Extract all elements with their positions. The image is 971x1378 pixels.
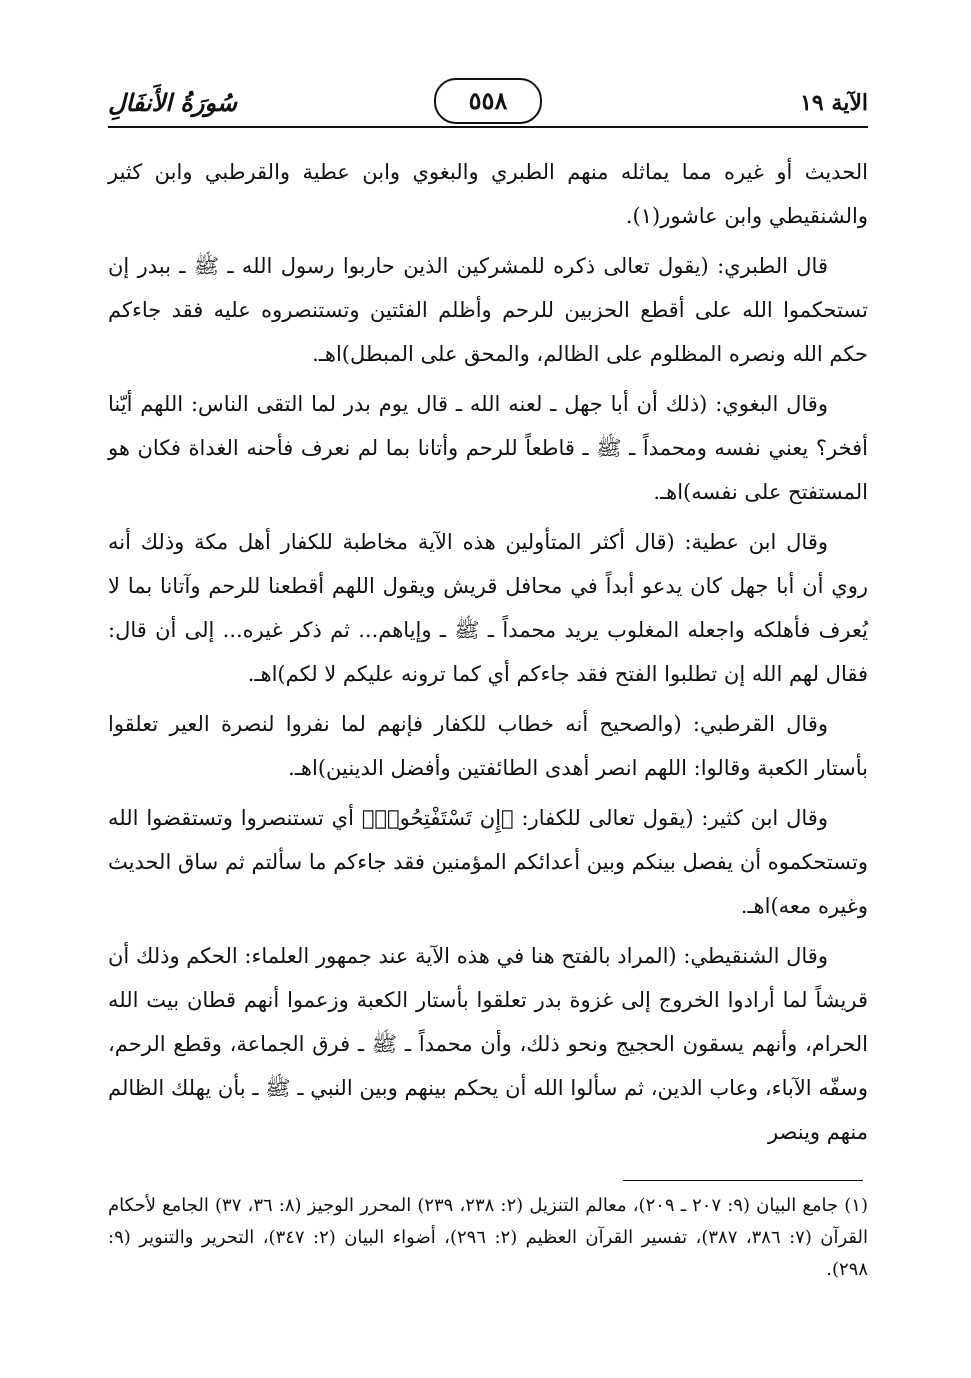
paragraph: وقال الشنقيطي: (المراد بالفتح هنا في هذه الآية عند جمهور العلماء: الحكم وذلك أن قريشاً لما أرادوا الخروج إلى غزوة بدر تعلقوا بأستار الكعبة وزعموا أنهم قطان بيت الله الحرام، وأنهم يسقون الحجيج ونحو ذلك، وأن محمداً ـ ﷺ ـ فرق الجماعة، وقطع الرحم، وسفّه الآباء، وعاب الدين، ثم سألوا الله أن يحكم بينهم وبين النبي ـ ﷺ ـ بأن يهلك الظالم منهم وينصر [108, 944, 868, 1144]
verse-label: الآية ١٩ [800, 90, 868, 116]
page-header [108, 78, 868, 134]
paragraph: الحديث أو غيره مما يماثله منهم الطبري والبغوي وابن عطية والقرطبي وابن كثير والشنقيطي وابن عاشور(١). [108, 160, 868, 228]
footnote: (١) جامع البيان (٩: ٢٠٧ ـ ٢٠٩)، معالم التنزيل (٢: ٢٣٨، ٢٣٩) المحرر الوجيز (٨: ٣٦، ٣٧) الجامع لأحكام القرآن (٧: ٣٨٦، ٣٨٧)، تفسير القرآن العظيم (٢: ٢٩٦)، أضواء البيان (٢: ٣٤٧)، التحرير والتنوير (٩: ٢٩٨). [108, 1195, 869, 1280]
paragraph: وقال ابن عطية: (قال أكثر المتأولين هذه الآية مخاطبة للكفار أهل مكة وذلك أنه روي أن أبا جهل كان يدعو أبداً في محافل قريش ويقول اللهم أقطعنا للرحم وآتانا بما لا يُعرف فأهلكه واجعله المغلوب يريد محمداً ـ ﷺ ـ وإياهم... ثم ذكر غيره... إلى أن قال: فقال لهم الله إن تطلبوا الفتح فقد جاءكم أي كما ترونه عليكم لا لكم)اهـ. [108, 530, 868, 686]
body-text [108, 150, 868, 1160]
paragraph: وقال ابن كثير: (يقول تعالى للكفار: ﴿إِن تَسْتَفْتِحُوا۟﴾ أي تستنصروا وتستقضوا الله وتستحكموه أن يفصل بينكم وبين أعدائكم المؤمنين فقد جاءكم ما سألتم ثم ساق الحديث وغيره معه)اهـ. [108, 806, 868, 918]
surah-name: سُورَةُ الأَنفَالِ [108, 88, 237, 117]
page-number-badge: ٥٥٨ [434, 78, 542, 124]
header-divider [108, 126, 868, 128]
paragraph: قال الطبري: (يقول تعالى ذكره للمشركين الذين حاربوا رسول الله ـ ﷺ ـ ببدر إن تستحكموا الله على أقطع الحزبين للرحم وأظلم الفئتين وتستنصروه عليه فقد جاءكم حكم الله ونصره المظلوم على الظالم، والمحق على المبطل)اهـ. [108, 254, 868, 366]
footnote-divider [623, 1180, 863, 1181]
paragraph: وقال البغوي: (ذلك أن أبا جهل ـ لعنه الله ـ قال يوم بدر لما التقى الناس: اللهم أيّنا أفخر؟ يعني نفسه ومحمداً ـ ﷺ ـ قاطعاً للرحم وأتانا بما لم نعرف فأحنه الغداة فكان هو المستفتح على نفسه)اهـ. [108, 392, 868, 504]
paragraph: وقال القرطبي: (والصحيح أنه خطاب للكفار فإنهم لما نفروا لنصرة العير تعلقوا بأستار الكعبة وقالوا: اللهم انصر أهدى الطائفتين وأفضل الدينين)اهـ. [108, 712, 868, 780]
